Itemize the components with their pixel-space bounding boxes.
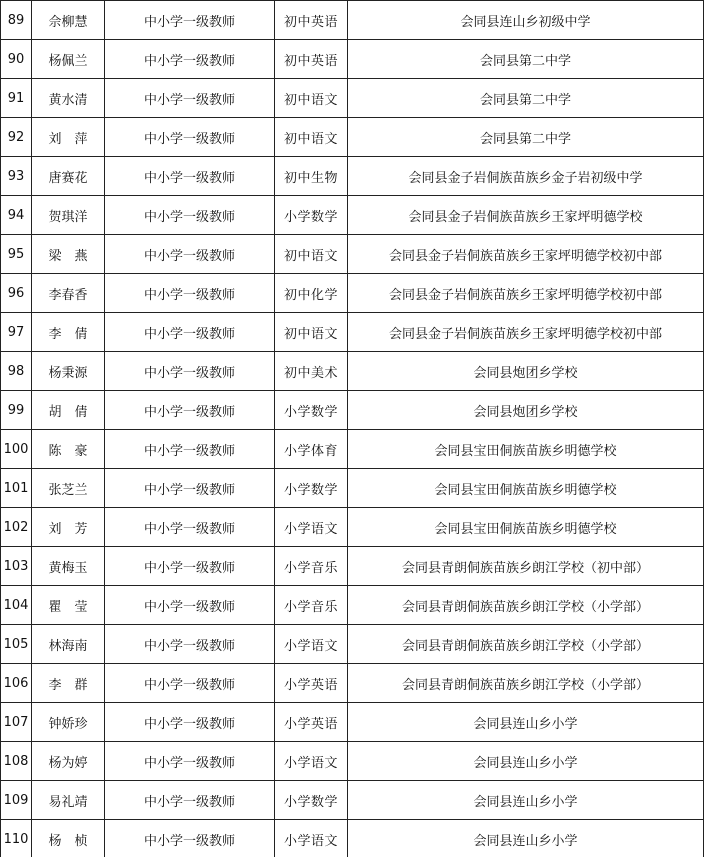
subject-cell: 小学语文 xyxy=(275,508,348,547)
teacher-name-cell: 杨 桢 xyxy=(32,820,105,859)
subject-cell: 小学英语 xyxy=(275,664,348,703)
table-row xyxy=(1,40,704,79)
row-number-cell: 95 xyxy=(1,235,32,274)
teacher-name-cell: 钟娇珍 xyxy=(32,703,105,742)
professional-title-cell: 中小学一级教师 xyxy=(105,157,275,196)
row-number-cell: 98 xyxy=(1,352,32,391)
school-name-cell: 会同县连山乡小学 xyxy=(348,781,704,820)
school-name-cell: 会同县连山乡初级中学 xyxy=(348,1,704,40)
subject-cell: 小学体育 xyxy=(275,430,348,469)
teacher-name-cell: 梁 燕 xyxy=(32,235,105,274)
school-name-cell: 会同县炮团乡学校 xyxy=(348,352,704,391)
subject-cell: 初中语文 xyxy=(275,118,348,157)
school-name-cell: 会同县第二中学 xyxy=(348,79,704,118)
professional-title-cell: 中小学一级教师 xyxy=(105,118,275,157)
professional-title-cell: 中小学一级教师 xyxy=(105,196,275,235)
school-name-cell: 会同县连山乡小学 xyxy=(348,742,704,781)
teacher-name-cell: 杨秉源 xyxy=(32,352,105,391)
row-number-cell: 93 xyxy=(1,157,32,196)
professional-title-cell: 中小学一级教师 xyxy=(105,664,275,703)
row-number-cell: 99 xyxy=(1,391,32,430)
subject-cell: 初中英语 xyxy=(275,1,348,40)
subject-cell: 小学数学 xyxy=(275,781,348,820)
school-name-cell: 会同县金子岩侗族苗族乡金子岩初级中学 xyxy=(348,157,704,196)
table-body xyxy=(1,1,704,859)
school-name-cell: 会同县青朗侗族苗族乡朗江学校（初中部） xyxy=(348,547,704,586)
school-name-cell: 会同县青朗侗族苗族乡朗江学校（小学部） xyxy=(348,664,704,703)
subject-cell: 小学数学 xyxy=(275,196,348,235)
professional-title-cell: 中小学一级教师 xyxy=(105,547,275,586)
professional-title-cell: 中小学一级教师 xyxy=(105,508,275,547)
subject-cell: 小学数学 xyxy=(275,469,348,508)
professional-title-cell: 中小学一级教师 xyxy=(105,742,275,781)
professional-title-cell: 中小学一级教师 xyxy=(105,430,275,469)
professional-title-cell: 中小学一级教师 xyxy=(105,820,275,859)
professional-title-cell: 中小学一级教师 xyxy=(105,1,275,40)
row-number-cell: 89 xyxy=(1,1,32,40)
table-row xyxy=(1,1,704,40)
subject-cell: 小学音乐 xyxy=(275,547,348,586)
teacher-name-cell: 李 倩 xyxy=(32,313,105,352)
teacher-name-cell: 唐赛花 xyxy=(32,157,105,196)
table-row xyxy=(1,508,704,547)
professional-title-cell: 中小学一级教师 xyxy=(105,625,275,664)
table-row xyxy=(1,469,704,508)
professional-title-cell: 中小学一级教师 xyxy=(105,313,275,352)
school-name-cell: 会同县宝田侗族苗族乡明德学校 xyxy=(348,508,704,547)
professional-title-cell: 中小学一级教师 xyxy=(105,235,275,274)
teacher-name-cell: 李 群 xyxy=(32,664,105,703)
row-number-cell: 107 xyxy=(1,703,32,742)
table-row xyxy=(1,625,704,664)
teacher-name-cell: 李春香 xyxy=(32,274,105,313)
subject-cell: 小学语文 xyxy=(275,820,348,859)
row-number-cell: 104 xyxy=(1,586,32,625)
row-number-cell: 110 xyxy=(1,820,32,859)
professional-title-cell: 中小学一级教师 xyxy=(105,391,275,430)
teacher-name-cell: 易礼靖 xyxy=(32,781,105,820)
subject-cell: 初中语文 xyxy=(275,79,348,118)
row-number-cell: 90 xyxy=(1,40,32,79)
teacher-name-cell: 黄水清 xyxy=(32,79,105,118)
page-bottom-margin xyxy=(0,857,720,863)
row-number-cell: 96 xyxy=(1,274,32,313)
professional-title-cell: 中小学一级教师 xyxy=(105,469,275,508)
row-number-cell: 97 xyxy=(1,313,32,352)
subject-cell: 初中英语 xyxy=(275,40,348,79)
row-number-cell: 106 xyxy=(1,664,32,703)
subject-cell: 小学语文 xyxy=(275,625,348,664)
teacher-name-cell: 刘 芳 xyxy=(32,508,105,547)
table-row xyxy=(1,781,704,820)
table-row xyxy=(1,742,704,781)
table-row xyxy=(1,586,704,625)
row-number-cell: 100 xyxy=(1,430,32,469)
subject-cell: 小学数学 xyxy=(275,391,348,430)
subject-cell: 初中语文 xyxy=(275,235,348,274)
table-row xyxy=(1,196,704,235)
professional-title-cell: 中小学一级教师 xyxy=(105,586,275,625)
professional-title-cell: 中小学一级教师 xyxy=(105,352,275,391)
row-number-cell: 103 xyxy=(1,547,32,586)
row-number-cell: 105 xyxy=(1,625,32,664)
table-row xyxy=(1,547,704,586)
table-row xyxy=(1,820,704,859)
school-name-cell: 会同县第二中学 xyxy=(348,40,704,79)
row-number-cell: 109 xyxy=(1,781,32,820)
school-name-cell: 会同县连山乡小学 xyxy=(348,820,704,859)
row-number-cell: 101 xyxy=(1,469,32,508)
teacher-name-cell: 杨佩兰 xyxy=(32,40,105,79)
subject-cell: 小学英语 xyxy=(275,703,348,742)
teacher-name-cell: 张芝兰 xyxy=(32,469,105,508)
professional-title-cell: 中小学一级教师 xyxy=(105,781,275,820)
row-number-cell: 91 xyxy=(1,79,32,118)
table-row xyxy=(1,664,704,703)
row-number-cell: 108 xyxy=(1,742,32,781)
teacher-name-cell: 刘 萍 xyxy=(32,118,105,157)
subject-cell: 小学音乐 xyxy=(275,586,348,625)
teacher-name-cell: 杨为婷 xyxy=(32,742,105,781)
school-name-cell: 会同县第二中学 xyxy=(348,118,704,157)
professional-title-cell: 中小学一级教师 xyxy=(105,79,275,118)
table-row xyxy=(1,274,704,313)
school-name-cell: 会同县炮团乡学校 xyxy=(348,391,704,430)
table-row xyxy=(1,118,704,157)
school-name-cell: 会同县金子岩侗族苗族乡王家坪明德学校初中部 xyxy=(348,313,704,352)
table-row xyxy=(1,430,704,469)
teacher-name-cell: 胡 倩 xyxy=(32,391,105,430)
school-name-cell: 会同县青朗侗族苗族乡朗江学校（小学部） xyxy=(348,625,704,664)
professional-title-cell: 中小学一级教师 xyxy=(105,703,275,742)
subject-cell: 初中生物 xyxy=(275,157,348,196)
table-row xyxy=(1,313,704,352)
school-name-cell: 会同县青朗侗族苗族乡朗江学校（小学部） xyxy=(348,586,704,625)
professional-title-cell: 中小学一级教师 xyxy=(105,40,275,79)
table-row xyxy=(1,352,704,391)
table-row xyxy=(1,79,704,118)
teacher-name-cell: 黄梅玉 xyxy=(32,547,105,586)
teacher-name-cell: 陈 豪 xyxy=(32,430,105,469)
table-row xyxy=(1,703,704,742)
school-name-cell: 会同县宝田侗族苗族乡明德学校 xyxy=(348,469,704,508)
subject-cell: 初中语文 xyxy=(275,313,348,352)
school-name-cell: 会同县金子岩侗族苗族乡王家坪明德学校初中部 xyxy=(348,274,704,313)
professional-title-cell: 中小学一级教师 xyxy=(105,274,275,313)
table-row xyxy=(1,235,704,274)
table-row xyxy=(1,157,704,196)
teacher-name-cell: 佘柳慧 xyxy=(32,1,105,40)
subject-cell: 小学语文 xyxy=(275,742,348,781)
school-name-cell: 会同县连山乡小学 xyxy=(348,703,704,742)
table-row xyxy=(1,391,704,430)
school-name-cell: 会同县宝田侗族苗族乡明德学校 xyxy=(348,430,704,469)
school-name-cell: 会同县金子岩侗族苗族乡王家坪明德学校 xyxy=(348,196,704,235)
teacher-name-cell: 瞿 莹 xyxy=(32,586,105,625)
subject-cell: 初中美术 xyxy=(275,352,348,391)
teacher-name-cell: 林海南 xyxy=(32,625,105,664)
row-number-cell: 102 xyxy=(1,508,32,547)
subject-cell: 初中化学 xyxy=(275,274,348,313)
school-name-cell: 会同县金子岩侗族苗族乡王家坪明德学校初中部 xyxy=(348,235,704,274)
row-number-cell: 94 xyxy=(1,196,32,235)
row-number-cell: 92 xyxy=(1,118,32,157)
teacher-name-cell: 贺琪洋 xyxy=(32,196,105,235)
